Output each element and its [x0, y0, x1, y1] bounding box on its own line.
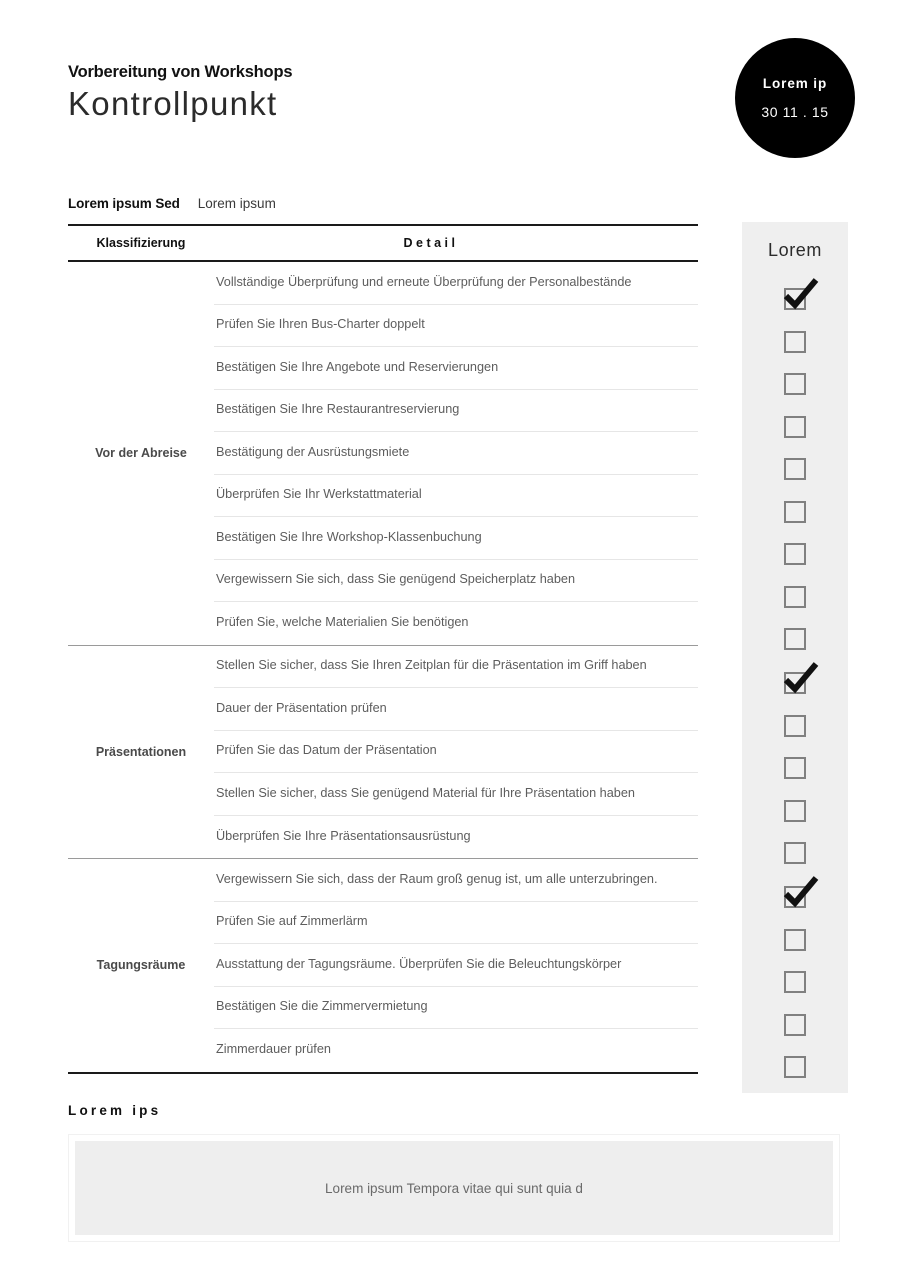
page-title: Kontrollpunkt: [68, 84, 278, 122]
checkbox-unchecked[interactable]: [784, 628, 806, 650]
checkbox-cell[interactable]: [742, 1046, 848, 1089]
table-row: Bestätigen Sie Ihre Restaurantreservierung: [214, 390, 698, 433]
checkbox-column-header: Lorem: [767, 239, 823, 260]
table-row: Vergewissern Sie sich, dass Sie genügend Speicherplatz haben: [214, 560, 698, 603]
checkbox-unchecked[interactable]: [784, 800, 806, 822]
table-row: Dauer der Präsentation prüfen: [214, 688, 698, 731]
checkbox-cell[interactable]: [742, 662, 848, 705]
table-body: [68, 262, 698, 1074]
table-group: [68, 646, 698, 860]
checkbox-cell[interactable]: [742, 747, 848, 790]
checkbox-unchecked[interactable]: [784, 543, 806, 565]
checkbox-unchecked[interactable]: [784, 1056, 806, 1078]
table-group: [68, 859, 698, 1074]
checkmark-icon: [782, 278, 820, 312]
table-row: Ausstattung der Tagungsräume. Überprüfen Sie die Beleuchtungskörper: [214, 944, 698, 987]
table-row: Bestätigen Sie Ihre Workshop-Klassenbuchung: [214, 517, 698, 560]
document-kicker: Vorbereitung von Workshops: [68, 63, 293, 81]
checkbox-cell[interactable]: [742, 491, 848, 534]
checkbox-cell[interactable]: [742, 321, 848, 364]
table-row: Bestätigen Sie die Zimmervermietung: [214, 987, 698, 1030]
checkbox-cell[interactable]: [742, 876, 848, 919]
notes-placeholder[interactable]: Lorem ipsum Tempora vitae qui sunt quia d: [75, 1141, 833, 1235]
checkbox-unchecked[interactable]: [784, 929, 806, 951]
checkbox-list: [742, 278, 848, 1089]
meta-label: Lorem ipsum Sed: [68, 196, 180, 211]
checkbox-cell[interactable]: [742, 919, 848, 962]
checkbox-cell[interactable]: [742, 790, 848, 833]
checkbox-cell[interactable]: [742, 576, 848, 619]
table-group: [68, 262, 698, 646]
checkbox-unchecked[interactable]: [784, 501, 806, 523]
checkbox-cell[interactable]: [742, 618, 848, 661]
checkbox-cell[interactable]: [742, 363, 848, 406]
checkbox-unchecked[interactable]: [784, 1014, 806, 1036]
checkbox-checked[interactable]: [784, 288, 806, 310]
checkbox-unchecked[interactable]: [784, 842, 806, 864]
group-label: Tagungsräume: [96, 958, 186, 973]
table-row: Stellen Sie sicher, dass Sie Ihren Zeitplan für die Präsentation im Griff haben: [214, 646, 698, 689]
checkmark-icon: [782, 876, 820, 910]
checkbox-cell[interactable]: [742, 832, 848, 875]
badge-date: 30 11 . 15: [761, 104, 829, 121]
notes-box[interactable]: [68, 1134, 840, 1242]
checkbox-checked[interactable]: [784, 672, 806, 694]
table-row: Überprüfen Sie Ihr Werkstattmaterial: [214, 475, 698, 518]
table-row: Bestätigung der Ausrüstungsmiete: [214, 432, 698, 475]
checkbox-unchecked[interactable]: [784, 715, 806, 737]
checkbox-cell[interactable]: [742, 1004, 848, 1047]
table-row: Stellen Sie sicher, dass Sie genügend Material für Ihre Präsentation haben: [214, 773, 698, 816]
checkbox-unchecked[interactable]: [784, 458, 806, 480]
column-header-classification: Klassifizierung: [96, 236, 186, 250]
checkbox-cell[interactable]: [742, 533, 848, 576]
group-rows: [214, 262, 698, 645]
checkbox-column: [742, 222, 848, 1093]
group-rows: [214, 859, 698, 1072]
table-row: Vollständige Überprüfung und erneute Überprüfung der Personalbestände: [214, 262, 698, 305]
checkbox-cell[interactable]: [742, 278, 848, 321]
table-row: Prüfen Sie auf Zimmerlärm: [214, 902, 698, 945]
table-row: Prüfen Sie das Datum der Präsentation: [214, 731, 698, 774]
notes-title: Lorem ips: [68, 1103, 162, 1118]
checkbox-cell[interactable]: [742, 705, 848, 748]
checklist-table: [68, 224, 698, 1074]
table-row: Überprüfen Sie Ihre Präsentationsausrüstung: [216, 828, 471, 843]
table-header-row: [68, 224, 698, 262]
group-label: Präsentationen: [95, 744, 187, 759]
group-label: Vor der Abreise: [95, 446, 187, 461]
date-badge: [735, 38, 855, 158]
checkbox-cell[interactable]: [742, 406, 848, 449]
badge-title: Lorem ip: [762, 75, 828, 91]
checkbox-unchecked[interactable]: [784, 757, 806, 779]
meta-value: Lorem ipsum: [197, 196, 276, 211]
table-row: Zimmerdauer prüfen: [216, 1042, 331, 1057]
checkbox-unchecked[interactable]: [784, 971, 806, 993]
table-row: Prüfen Sie Ihren Bus-Charter doppelt: [214, 305, 698, 348]
group-rows: [214, 646, 698, 859]
column-header-detail: Detail: [403, 236, 459, 250]
meta-row: [68, 196, 698, 211]
checkbox-unchecked[interactable]: [784, 373, 806, 395]
checkbox-unchecked[interactable]: [784, 586, 806, 608]
checkmark-icon: [782, 662, 820, 696]
checkbox-checked[interactable]: [784, 886, 806, 908]
checkbox-unchecked[interactable]: [784, 331, 806, 353]
table-row: Vergewissern Sie sich, dass der Raum groß genug ist, um alle unterzubringen.: [214, 859, 698, 902]
checkbox-cell[interactable]: [742, 961, 848, 1004]
document-header: [68, 62, 688, 123]
checkbox-unchecked[interactable]: [784, 416, 806, 438]
checkbox-cell[interactable]: [742, 448, 848, 491]
table-row: Prüfen Sie, welche Materialien Sie benötigen: [216, 615, 469, 630]
table-row: Bestätigen Sie Ihre Angebote und Reservierungen: [214, 347, 698, 390]
